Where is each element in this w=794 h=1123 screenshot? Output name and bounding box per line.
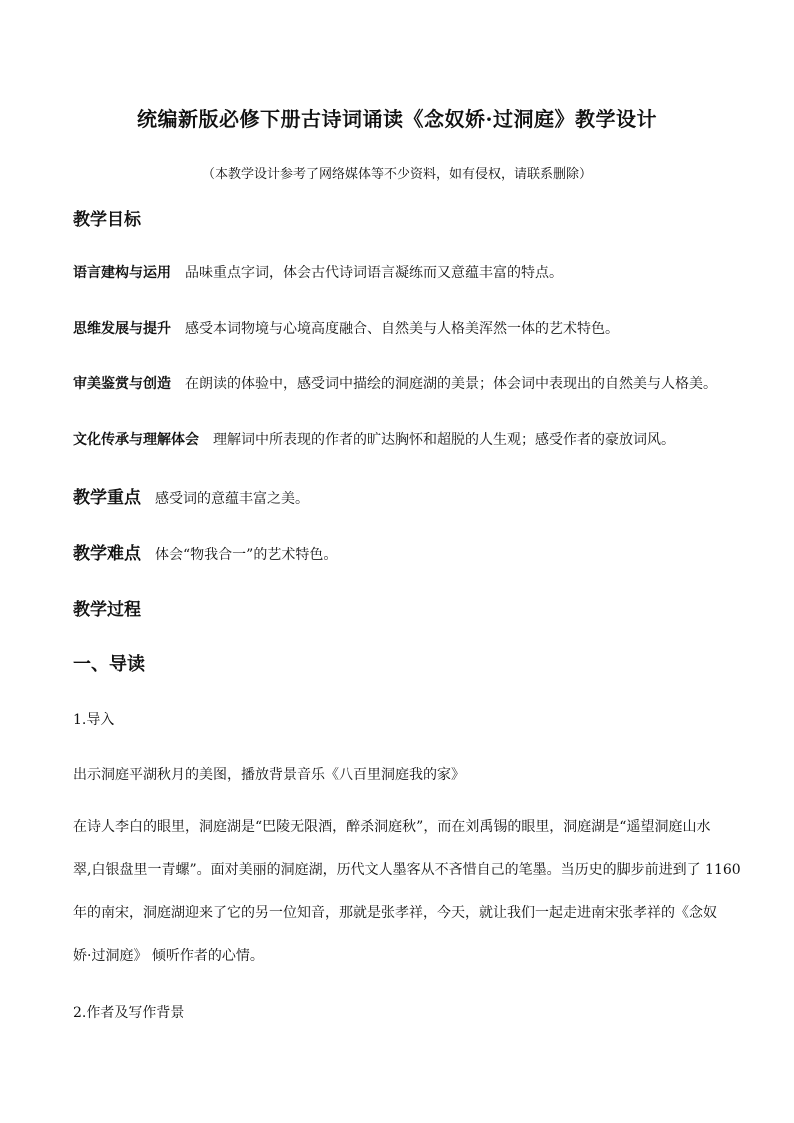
objective-label: 语言建构与运用 <box>73 265 171 281</box>
objective-text: 理解词中所表现的作者的旷达胸怀和超脱的人生观；感受作者的豪放词风。 <box>213 432 675 448</box>
difficult-point-text: 体会“物我合一”的艺术特色。 <box>155 547 338 563</box>
paragraph-line: 翠,白银盘里一青螺”。面对美丽的洞庭湖，历代文人墨客从不吝惜自己的笔墨。当历史的脚步前进到了 1160 <box>73 862 741 878</box>
objective-label: 审美鉴赏与创造 <box>73 376 171 392</box>
document-title: 统编新版必修下册古诗词诵读《念奴娇·过洞庭》教学设计 <box>137 107 657 131</box>
objective-row <box>73 318 619 338</box>
paragraph-line: 在诗人李白的眼里，洞庭湖是“巴陵无限酒，醉杀洞庭秋”，而在刘禹锡的眼里，洞庭湖是“遥望洞庭山水 <box>73 819 711 835</box>
intro-line: 出示洞庭平湖秋月的美图，播放背景音乐《八百里洞庭我的家》 <box>73 767 465 783</box>
objective-label: 思维发展与提升 <box>73 321 171 337</box>
objective-row <box>73 262 563 282</box>
key-point-row <box>73 483 309 508</box>
difficult-point-row <box>73 539 337 564</box>
objective-text: 感受本词物境与心境高度融合、自然美与人格美浑然一体的艺术特色。 <box>185 321 619 337</box>
objective-label: 文化传承与理解体会 <box>73 432 199 448</box>
difficult-point-label: 教学难点 <box>73 544 141 564</box>
subsection-heading: 2.作者及写作背景 <box>73 1005 185 1021</box>
subsection-heading: 1.导入 <box>73 712 115 728</box>
section-heading: 一、导读 <box>73 654 145 675</box>
copyright-note: （本教学设计参考了网络媒体等不少资料，如有侵权，请联系删除） <box>201 167 592 182</box>
intro-paragraph <box>73 806 741 978</box>
objective-row <box>73 429 675 449</box>
key-point-label: 教学重点 <box>73 488 141 508</box>
process-heading: 教学过程 <box>73 600 141 620</box>
paragraph-line: 年的南宋，洞庭湖迎来了它的另一位知音，那就是张孝祥，今天，就让我们一起走进南宋张孝祥的《念奴 <box>73 905 717 921</box>
objectives-heading: 教学目标 <box>73 210 141 230</box>
objective-row <box>73 373 717 393</box>
objective-text: 在朗读的体验中，感受词中描绘的洞庭湖的美景；体会词中表现出的自然美与人格美。 <box>185 376 717 392</box>
objective-text: 品味重点字词，体会古代诗词语言凝练而又意蕴丰富的特点。 <box>185 265 563 281</box>
paragraph-line: 娇·过洞庭》 倾听作者的心情。 <box>73 948 264 964</box>
key-point-text: 感受词的意蕴丰富之美。 <box>155 491 309 507</box>
